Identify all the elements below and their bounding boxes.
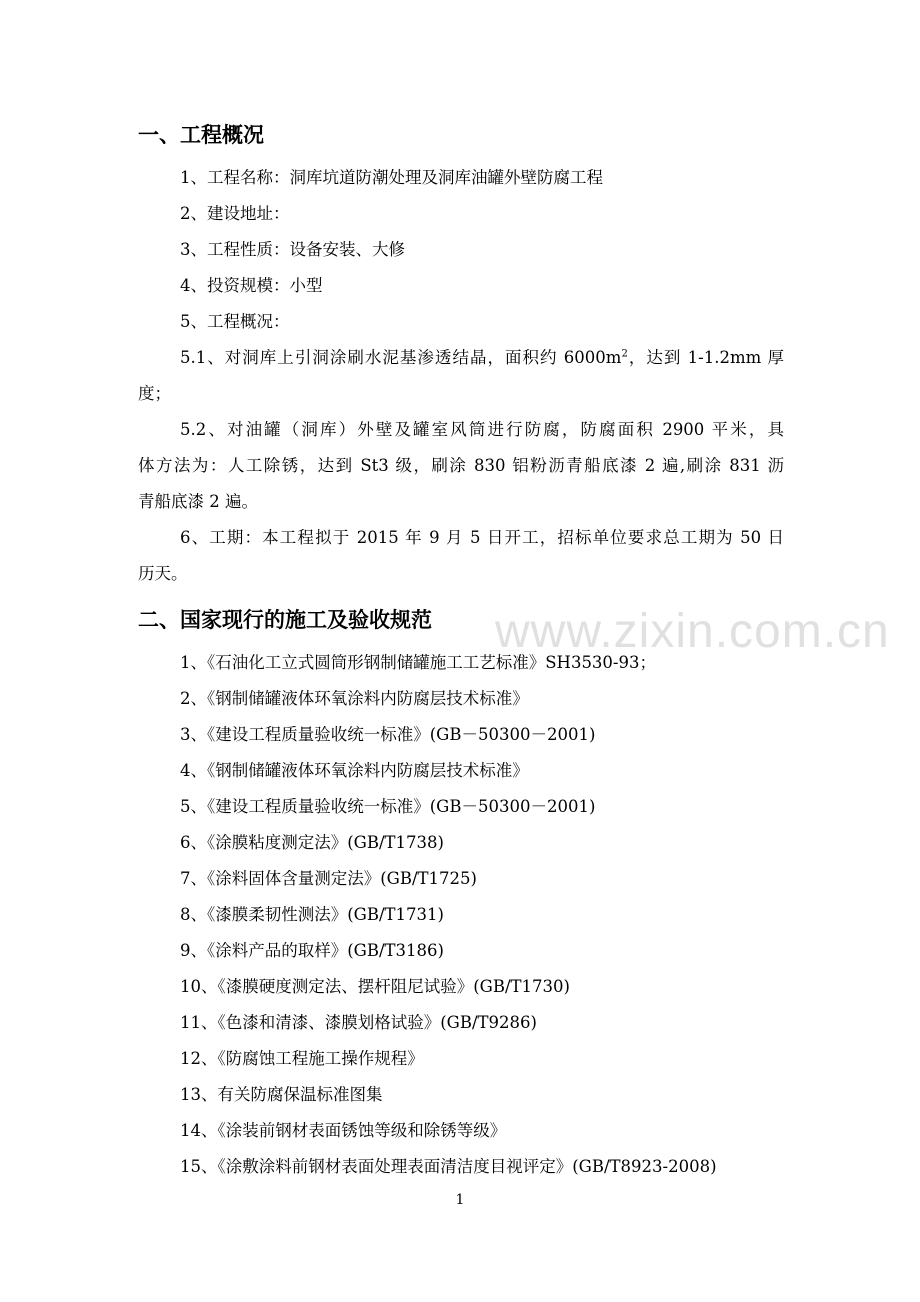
project-name: 1、工程名称：洞库坑道防潮处理及洞库油罐外壁防腐工程 xyxy=(180,168,603,187)
standard-item: 13、有关防腐保温标准图集 xyxy=(180,1085,383,1104)
standard-item: 14、《涂装前钢材表面锈蚀等级和除锈等级》 xyxy=(180,1121,507,1140)
item-5-2-line-2: 体方法为：人工除锈，达到 St3 级，刷涂 830 铝粉沥青船底漆 2 遍,刷涂 831 沥 xyxy=(138,456,784,475)
standard-item: 6、《涂膜粘度测定法》(GB/T1738) xyxy=(180,833,444,852)
standard-item: 11、《色漆和清漆、漆膜划格试验》(GB/T9286) xyxy=(180,1013,537,1032)
standard-item: 1、《石油化工立式圆筒形钢制储罐施工工艺标准》SH3530-93； xyxy=(180,653,657,672)
item-5-2-line-3: 青船底漆 2 遍。 xyxy=(138,492,258,511)
section-heading-overview: 一、工程概况 xyxy=(138,123,264,147)
item-5-1-line-1 xyxy=(180,347,784,369)
standard-item: 9、《涂料产品的取样》(GB/T3186) xyxy=(180,941,444,960)
standard-item: 5、《建设工程质量验收统一标准》(GB－50300－2001) xyxy=(180,797,596,816)
standard-item: 7、《涂料固体含量测定法》(GB/T1725) xyxy=(180,869,477,888)
item-5-1-text-a: 5.1、对洞库上引洞涂刷水泥基渗透结晶，面积约 6000m xyxy=(180,348,622,367)
project-nature: 3、工程性质：设备安装、大修 xyxy=(180,240,405,259)
standard-item: 3、《建设工程质量验收统一标准》(GB－50300－2001) xyxy=(180,725,596,744)
period-line-2: 历天。 xyxy=(138,564,188,583)
standard-item: 4、《钢制储罐液体环氧涂料内防腐层技术标准》 xyxy=(180,761,529,780)
project-scale: 4、投资规模：小型 xyxy=(180,276,323,295)
item-5-1-line-2: 度； xyxy=(138,384,171,403)
standard-item: 15、《涂敷涂料前钢材表面处理表面清洁度目视评定》(GB/T8923-2008) xyxy=(180,1157,717,1176)
standard-item: 10、《漆膜硬度测定法、摆杆阻尼试验》(GB/T1730) xyxy=(180,977,570,996)
project-address: 2、建设地址： xyxy=(180,204,290,223)
page-number: 1 xyxy=(455,1192,465,1208)
standard-item: 2、《钢制储罐液体环氧涂料内防腐层技术标准》 xyxy=(180,689,529,708)
item-5-1-text-b: ，达到 1-1.2mm 厚 xyxy=(627,348,784,367)
project-summary-label: 5、工程概况： xyxy=(180,312,290,331)
section-heading-standards: 二、国家现行的施工及验收规范 xyxy=(138,608,432,632)
item-5-1-superscript: 2 xyxy=(621,348,628,360)
period-line-1: 6、工期：本工程拟于 2015 年 9 月 5 日开工，招标单位要求总工期为 50 日 xyxy=(180,528,784,547)
standard-item: 12、《防腐蚀工程施工操作规程》 xyxy=(180,1049,424,1068)
standard-item: 8、《漆膜柔韧性测法》(GB/T1731) xyxy=(180,905,444,924)
watermark: www.zixin.com.cn xyxy=(495,605,890,658)
item-5-2-line-1: 5.2、对油罐（洞库）外壁及罐室风筒进行防腐，防腐面积 2900 平米，具 xyxy=(180,420,784,439)
